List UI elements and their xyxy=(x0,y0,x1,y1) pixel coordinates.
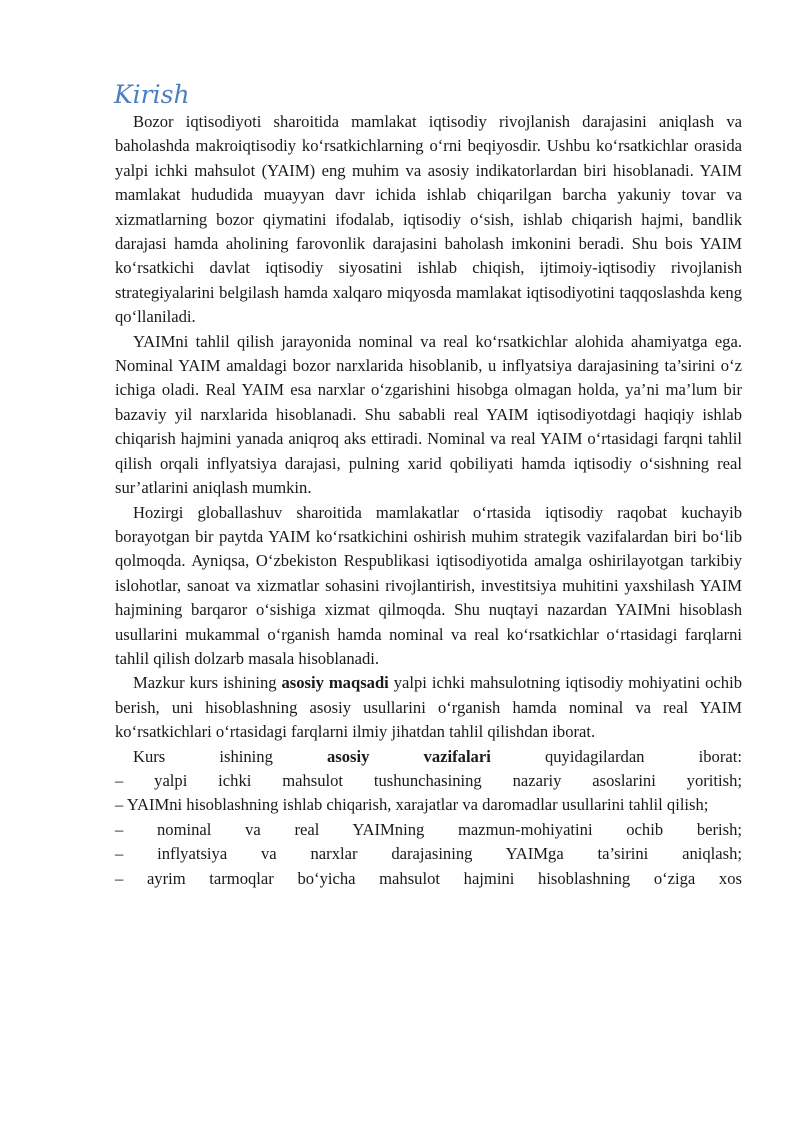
tasks-word-3: quyidagilardan xyxy=(544,746,645,766)
document-page xyxy=(115,80,742,891)
tasks-word-1: Kurs xyxy=(133,746,166,766)
goal-bold-term: asosiy maqsadi xyxy=(281,673,389,693)
task-item-2: – YAIMni hisoblashning ishlab chiqarish, xarajatlar va daromadlar usullarini tahlil qilish; xyxy=(115,795,709,815)
task-item-3: – nominal va real YAIMning mazmun-mohiyatini ochib berish; xyxy=(115,819,742,839)
section-heading: Kirish xyxy=(114,80,190,109)
goal-paragraph xyxy=(115,671,742,744)
goal-text-before: Mazkur kurs ishining xyxy=(133,673,282,693)
tasks-word-2: ishining xyxy=(219,746,273,766)
tasks-bold-1: asosiy xyxy=(327,746,370,766)
intro-paragraph-2: YAIMni tahlil qilish jarayonida nominal va real ko‘rsatkichlar alohida ahamiyatga ega. Nominal YAIM amaldagi bozor narxlarida hisoblanib, u inflyatsiya darajasining ta’sirini o‘z ichiga oladi. Real YAIM esa narxlar o‘zgarishini hisobga olmagan holda, ya’ni ma’lum bir bazaviy yil narxlarida hisoblanadi. Shu sababli real YAIM iqtisodiyotdagi haqiqiy ishlab chiqarish hajmini yanada aniqroq aks ettiradi. Nominal va real YAIM o‘rtasidagi farqni tahlil qilish orqali inflyatsiya darajasi, pulning xarid qobiliyati hamda iqtisodiy o‘sishning real sur’atlarini aniqlash mumkin. xyxy=(115,331,742,498)
tasks-bold-2: vazifalari xyxy=(423,746,491,766)
task-item-5: – ayrim tarmoqlar bo‘yicha mahsulot hajmini hisoblashning o‘ziga xos xyxy=(115,868,742,888)
intro-paragraph-1: Bozor iqtisodiyoti sharoitida mamlakat iqtisodiy rivojlanish darajasini aniqlash va baholashda makroiqtisodiy ko‘rsatkichlarning o‘rni beqiyosdir. Ushbu ko‘rsatkichlar orasida yalpi ichki mahsulot (YAIM) eng muhim va asosiy indikatorlardan biri hisoblanadi. YAIM mamlakat hududida muayyan davr ichida ishlab chiqarilgan barcha yakuniy tovar va xizmatlarning bozor qiymatini ifodalab, iqtisodiy o‘sish, ishlab chiqarish hajmi, bandlik darajasi hamda aholining farovonlik darajasini baholash imkonini beradi. Shu bois YAIM ko‘rsatkichi davlat iqtisodiy siyosatini ishlab chiqish, ijtimoiy-iqtisodiy rivojlanish strategiyalarini belgilash hamda xalqaro miqyosda mamlakat iqtisodiyotini taqqoslashda keng qo‘llaniladi. xyxy=(115,112,742,327)
task-item-4: – inflyatsiya va narxlar darajasining YAIMga ta’sirini aniqlash; xyxy=(115,844,742,864)
goal-text-after: yalpi ichki mahsulotning iqtisodiy mohiyatini ochib berish, uni hisoblashning asosiy usullarini o‘rganish hamda nominal va real YAIM ko‘rsatkichlari o‘rtasidagi farqlarni ilmiy jihatdan tahlil qilishdan iborat. xyxy=(115,673,742,742)
task-item-1: – yalpi ichki mahsulot tushunchasining nazariy asoslarini yoritish; xyxy=(115,770,742,790)
tasks-intro-line xyxy=(115,745,742,769)
tasks-word-4: iborat: xyxy=(698,746,742,766)
intro-paragraph-3: Hozirgi globallashuv sharoitida mamlakatlar o‘rtasida iqtisodiy raqobat kuchayib borayotgan bir paytda YAIM ko‘rsatkichini oshirish muhim strategik vazifalardan biri bo‘lib qolmoqda. Ayniqsa, O‘zbekiston Respublikasi iqtisodiyotida amalga oshirilayotgan tarkibiy islohotlar, sanoat va xizmatlar sohasini rivojlantirish, investitsiya muhitini yaxshilash YAIM hajmining barqaror o‘sishiga xizmat qilmoqda. Shu nuqtayi nazardan YAIMni hisoblash usullarini mukammal o‘rganish hamda nominal va real ko‘rsatkichlar o‘rtasidagi farqlarni tahlil qilish dolzarb masala hisoblanadi. xyxy=(115,502,742,668)
